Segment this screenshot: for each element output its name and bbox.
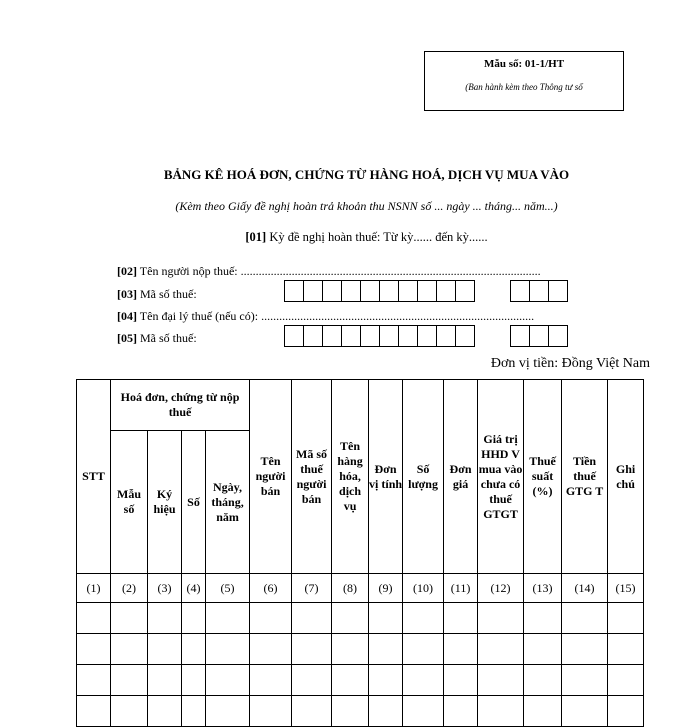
col-header-tax-amount: Tiền thuế GTG T — [562, 380, 608, 574]
col-group-header-invoice: Hoá đơn, chứng từ nộp thuế — [111, 380, 250, 431]
taxpayer-name-field[interactable] — [117, 264, 541, 279]
tax-code-boxes[interactable] — [285, 280, 475, 302]
page-title: BẢNG KÊ HOÁ ĐƠN, CHỨNG TỪ HÀNG HOÁ, DỊCH VỤ MUA VÀO — [163, 167, 570, 182]
field-label: Tên đại lý thuế (nếu có): — [139, 309, 259, 323]
field-fill: ........................................................................................... — [261, 309, 535, 323]
col-number: (8) — [332, 574, 369, 603]
col-number: (13) — [524, 574, 562, 603]
col-header-value: Giá trị HHD V mua vào chưa có thuế GTGT — [478, 380, 524, 574]
table-row[interactable] — [77, 603, 644, 634]
col-number: (3) — [148, 574, 182, 603]
col-number: (10) — [403, 574, 444, 603]
col-number: (14) — [562, 574, 608, 603]
tax-agent-name-field[interactable] — [117, 309, 534, 324]
col-header-note: Ghi chú — [608, 380, 644, 574]
col-number: (15) — [608, 574, 644, 603]
form-code-box — [424, 51, 624, 111]
table-row[interactable] — [77, 634, 644, 665]
field-code: [03] — [117, 287, 137, 301]
col-header-date: Ngày, tháng, năm — [206, 431, 250, 574]
col-header-form-no: Mẫu số — [111, 431, 148, 574]
col-header-quantity: Số lượng — [403, 380, 444, 574]
col-header-unit: Đơn vị tính — [369, 380, 403, 574]
field-label: Mã số thuế: — [140, 287, 197, 301]
col-number: (11) — [444, 574, 478, 603]
col-number: (1) — [77, 574, 111, 603]
currency-unit: Đơn vị tiền: Đồng Việt Nam — [490, 356, 650, 371]
col-header-number: Số — [182, 431, 206, 574]
period-code: [01] — [245, 230, 267, 244]
col-header-unit-price: Đơn giá — [444, 380, 478, 574]
col-header-goods-name: Tên hàng hóa, dịch vụ — [332, 380, 369, 574]
refund-period — [0, 230, 700, 245]
col-header-seller-tax-code: Mã số thuế người bán — [292, 380, 332, 574]
col-number: (5) — [206, 574, 250, 603]
page-subtitle: (Kèm theo Giấy đề nghị hoàn trả khoản thu NSNN số ... ngày ... tháng... năm...) — [175, 199, 558, 213]
field-label: Mã số thuế: — [140, 331, 197, 345]
tax-code-field[interactable] — [117, 287, 197, 302]
field-fill: .................................................................................................... — [240, 264, 541, 278]
col-number: (12) — [478, 574, 524, 603]
col-number: (9) — [369, 574, 403, 603]
col-number: (4) — [182, 574, 206, 603]
col-number: (2) — [111, 574, 148, 603]
form-code: Mẫu số: 01-1/HT — [483, 58, 565, 70]
col-number: (7) — [292, 574, 332, 603]
field-code: [02] — [117, 264, 137, 278]
agent-tax-code-field[interactable] — [117, 331, 197, 346]
field-code: [05] — [117, 331, 137, 345]
col-number: (6) — [250, 574, 292, 603]
field-code: [04] — [117, 309, 137, 323]
col-header-seller-name: Tên người bán — [250, 380, 292, 574]
col-header-symbol: Ký hiệu — [148, 431, 182, 574]
agent-tax-code-boxes[interactable] — [285, 325, 475, 347]
form-issued-note: (Ban hành kèm theo Thông tư số — [465, 82, 583, 92]
column-number-row — [77, 574, 644, 603]
table-row[interactable] — [77, 696, 644, 727]
agent-tax-code-branch-boxes[interactable] — [511, 325, 568, 347]
col-header-stt: STT — [77, 380, 111, 574]
purchase-invoice-table — [76, 379, 644, 727]
tax-code-branch-boxes[interactable] — [511, 280, 568, 302]
col-header-tax-rate: Thuế suất (%) — [524, 380, 562, 574]
table-row[interactable] — [77, 665, 644, 696]
period-text: Kỳ đề nghị hoàn thuế: Từ kỳ...... đến kỳ...... — [269, 230, 488, 244]
field-label: Tên người nộp thuế: — [139, 264, 238, 278]
